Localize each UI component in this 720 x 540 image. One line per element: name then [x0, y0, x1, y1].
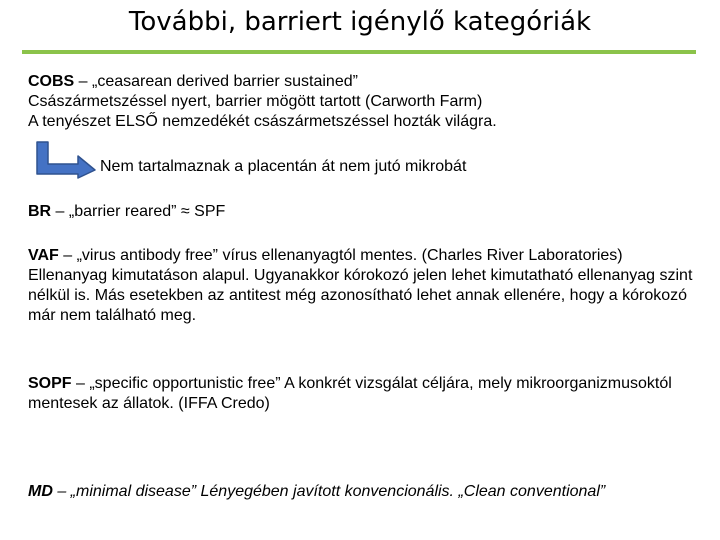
md-definition: – „minimal disease” Lényegében javított konvencionális. „Clean conventional”: [52, 483, 606, 500]
vaf-paragraph: [28, 246, 700, 326]
cobs-definition: – „ceasarean derived barrier sustained”: [74, 73, 358, 90]
vaf-definition: – „virus antibody free” vírus ellenanyagtól mentes. (Charles River Laboratories): [58, 247, 623, 264]
vaf-abbr: VAF: [28, 247, 59, 264]
title-underline: [22, 50, 696, 54]
cobs-abbr: COBS: [28, 73, 75, 90]
sopf-paragraph: [28, 374, 700, 414]
br-paragraph: [28, 202, 700, 222]
slide-title: További, barriert igénylő kategóriák: [128, 7, 592, 37]
arrow-caption: Nem tartalmaznak a placentán át nem jutó mikrobát: [100, 158, 467, 175]
vaf-body: Ellenanyag kimutatáson alapul. Ugyanakkor kórokozó jelen lehet kimutatható ellenanyag szint nélkül is. Más esetekben az antitest még azonosítható lehet annak ellenére, hogy a kórokozó már nem található meg.: [28, 267, 693, 324]
md-paragraph: [28, 482, 700, 502]
br-abbr: BR: [28, 203, 52, 220]
cobs-line-3: A tenyészet ELSŐ nemzedékét császármetszéssel hozták világra.: [28, 113, 497, 130]
md-abbr: MD: [28, 483, 53, 500]
br-definition: – „barrier reared” ≈ SPF: [51, 203, 226, 220]
sopf-abbr: SOPF: [28, 375, 72, 392]
cobs-paragraph: [28, 72, 700, 132]
sopf-definition: – „specific opportunistic free” A konkrét vizsgálat céljára, mely mikroorganizmusoktól mentesek az állatok. (IFFA Credo): [28, 375, 672, 412]
bent-arrow-icon: [34, 140, 98, 180]
cobs-line-2: Császármetszéssel nyert, barrier mögött tartott (Carworth Farm): [28, 93, 483, 110]
